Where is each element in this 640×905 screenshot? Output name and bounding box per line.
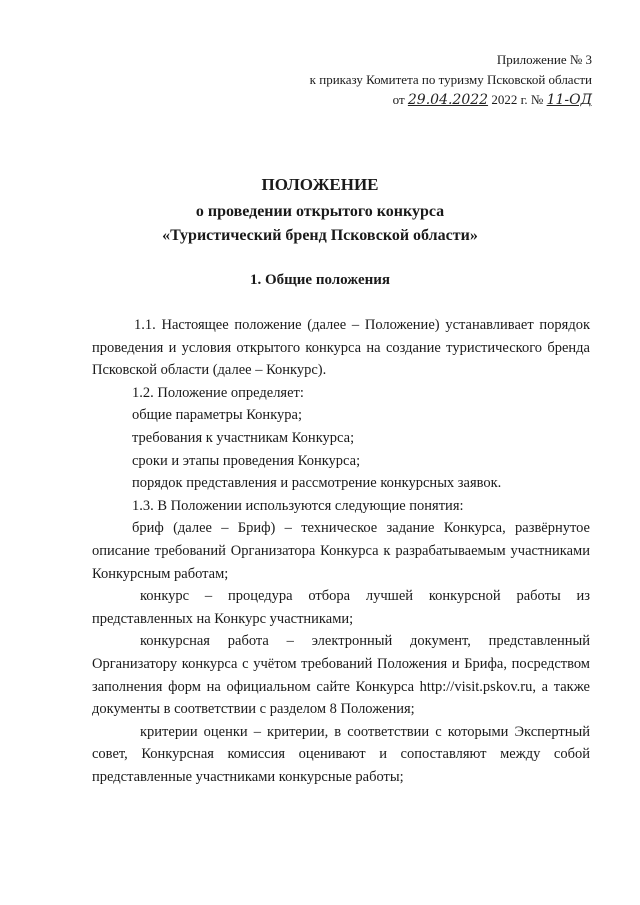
list-item: общие параметры Конкура; — [132, 407, 302, 424]
definition-brief: бриф (далее – Бриф) – техническое задание Конкурса, развёрнутое описание требований Организатора Конкурса к разрабатываемым участниками Конкурсным работам; — [92, 520, 590, 582]
handwritten-order-number: 11-ОД — [546, 92, 592, 108]
document-body — [92, 314, 590, 788]
appendix-date-line — [310, 90, 592, 110]
appendix-number: Приложение № 3 — [496, 52, 592, 67]
definition-criteria: критерии оценки – критерии, в соответствии с которыми Экспертный совет, Конкурсная комиссия оценивают и сопоставляют между собой представленные участниками конкурсные работы; — [92, 723, 590, 785]
document-title — [0, 174, 640, 248]
date-suffix: 2022 г. № — [491, 92, 544, 107]
paragraph-1-1: 1.1. Настоящее положение (далее – Положение) устанавливает порядок проведения и условия открытого конкурса на создание туристического бренда Псковской области (далее – Конкурс). — [92, 317, 590, 379]
list-item: сроки и этапы проведения Конкурса; — [132, 452, 361, 469]
list-item: порядок представления и рассмотрение конкурсных заявок. — [132, 475, 502, 492]
list-item: требования к участникам Конкурса; — [132, 429, 355, 446]
paragraph-1-2: 1.2. Положение определяет: — [132, 384, 304, 401]
title-line-3: «Туристический бренд Псковской области» — [162, 227, 478, 244]
date-prefix: от — [392, 92, 405, 107]
title-line-1: ПОЛОЖЕНИЕ — [261, 175, 379, 194]
definition-contest: конкурс – процедура отбора лучшей конкурсной работы из представленных на Конкурс участниками; — [92, 588, 590, 627]
appendix-header — [310, 50, 592, 110]
appendix-order-reference: к приказу Комитета по туризму Псковской области — [309, 72, 592, 87]
handwritten-date: 29.04.2022 — [407, 92, 489, 108]
definition-contest-work: конкурсная работа – электронный документ, представленный Организатору конкурса с учётом требований Положения и Брифа, посредством заполнения форм на официальном сайте Конкурса http://visit.pskov.ru, а также документы в соответствии с разделом 8 Положения; — [92, 633, 590, 718]
title-line-2: о проведении открытого конкурса — [195, 203, 445, 220]
paragraph-1-3: 1.3. В Положении используются следующие понятия: — [132, 497, 464, 514]
section-heading: 1. Общие положения — [249, 272, 391, 288]
